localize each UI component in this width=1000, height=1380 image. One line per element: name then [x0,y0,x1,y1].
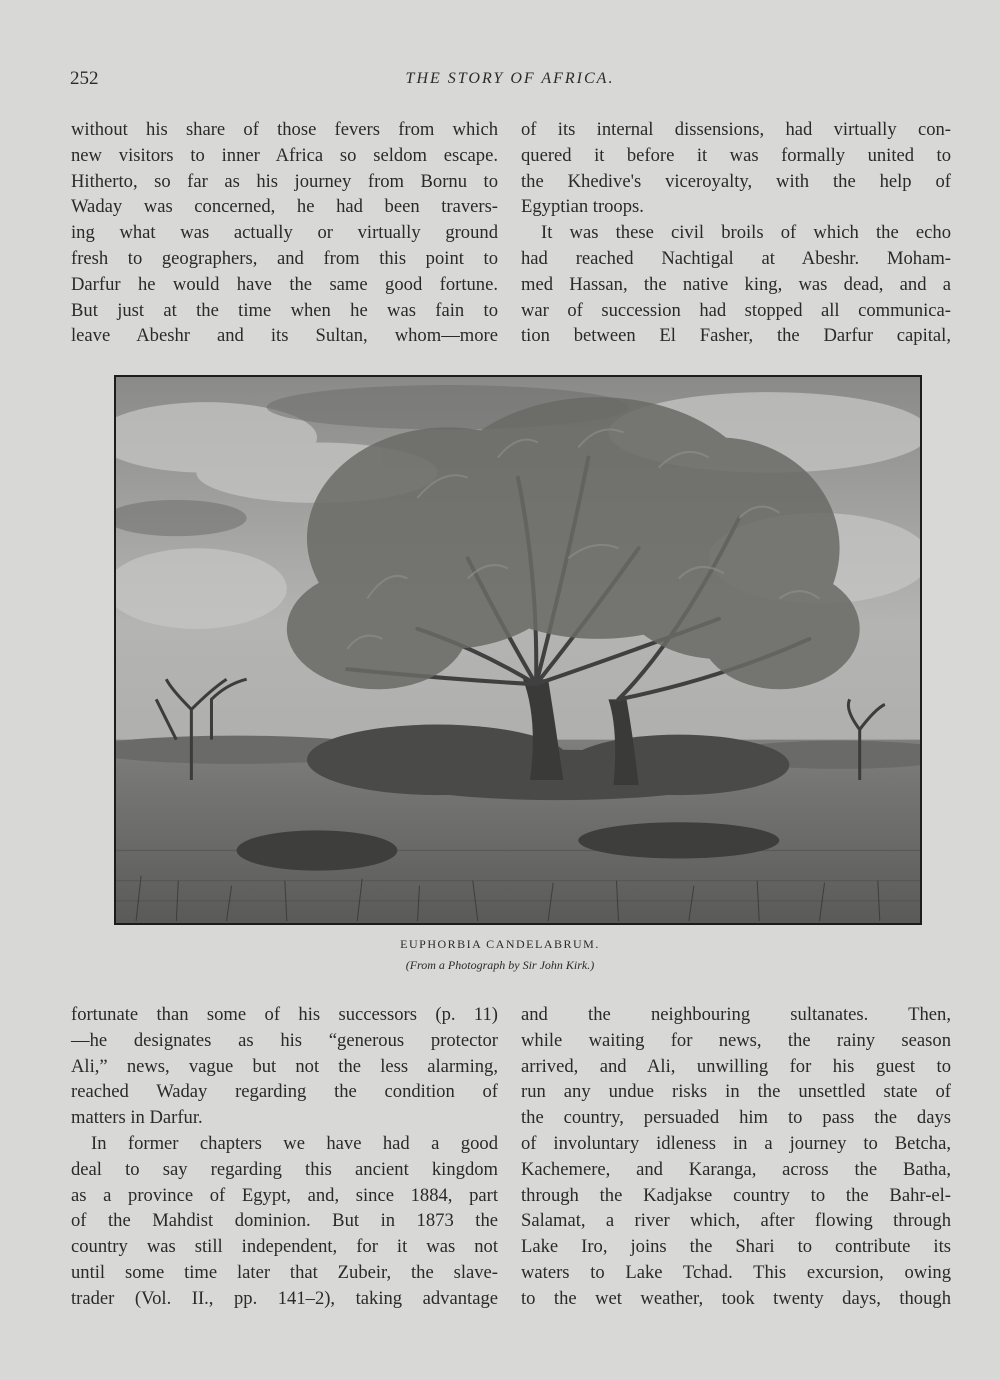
text-line: ing what was actually or virtually ground [71,222,498,244]
column-top-right [521,117,951,349]
text-line: the Khedive's viceroyalty, with the help of [521,170,951,192]
text-line: reached Waday regarding the condition of [71,1081,498,1103]
text-line: to the wet weather, took twenty days, though [521,1287,951,1309]
text-line: Darfur he would have the same good fortune. [71,273,498,295]
text-line: the country, persuaded him to pass the days [521,1107,951,1129]
text-line: waters to Lake Tchad. This excursion, owing [521,1261,951,1283]
text-line: Waday was concerned, he had been travers- [71,196,498,218]
text-line: Lake Iro, joins the Shari to contribute its [521,1236,951,1258]
column-bottom-right [521,1002,951,1312]
text-line: of the Mahdist dominion. But in 1873 the [71,1210,498,1232]
text-line: tion between El Fasher, the Darfur capital, [521,325,951,347]
text-line: of its internal dissensions, had virtually con- [521,119,951,140]
text-line: of involuntary idleness in a journey to Betcha, [521,1132,951,1154]
text-line: run any undue risks in the unsettled state of [521,1081,951,1103]
page-number: 252 [70,68,99,89]
paragraph [521,117,951,220]
text-line: without his share of those fevers from which [71,119,498,140]
text-line: country was still independent, for it was not [71,1236,498,1258]
text-line: Kachemere, and Karanga, across the Batha, [521,1158,951,1180]
text-line: leave Abeshr and its Sultan, whom—more [71,325,498,347]
text-line: through the Kadjakse country to the Bahr-el- [521,1184,951,1206]
text-line: until some time later that Zubeir, the slave- [71,1261,498,1283]
text-line: arrived, and Ali, unwilling for his guest to [521,1055,951,1077]
paragraph [71,117,498,349]
column-top-left [71,117,498,349]
text-line: Egyptian troops. [521,196,644,218]
text-line: had reached Nachtigal at Abeshr. Moham- [521,247,951,269]
text-line: fresh to geographers, and from this point to [71,247,498,269]
engraving-image [116,377,920,923]
text-line: med Hassan, the native king, was dead, and a [521,273,951,295]
column-bottom-left [71,1002,498,1312]
page-header [70,68,950,98]
text-line: trader (Vol. II., pp. 141–2), taking advantage [71,1287,498,1309]
illustration-euphorbia-tree [114,375,922,925]
text-line: fortunate than some of his successors (p. 11) [71,1004,498,1025]
text-line: It was these civil broils of which the echo [541,222,951,244]
text-line: while waiting for news, the rainy season [521,1029,951,1051]
paragraph [521,220,951,349]
text-line: Ali,” news, vague but not the less alarming, [71,1055,498,1077]
text-line: matters in Darfur. [71,1107,203,1129]
text-line: and the neighbouring sultanates. Then, [521,1004,951,1025]
text-line: quered it before it was formally united to [521,144,951,166]
text-line: new visitors to inner Africa so seldom escape. [71,144,498,166]
text-line: as a province of Egypt, and, since 1884, part [71,1184,498,1206]
paragraph [71,1131,498,1312]
text-line: deal to say regarding this ancient kingdom [71,1158,498,1180]
text-line: Salamat, a river which, after flowing through [521,1210,951,1232]
text-line: —he designates as his “generous protector [71,1029,498,1051]
text-line: Hitherto, so far as his journey from Bornu to [71,170,498,192]
running-title: THE STORY OF AFRICA. [405,70,615,87]
text-line: In former chapters we have had a good [91,1132,498,1154]
figure-caption: EUPHORBIA CANDELABRUM. [400,937,600,951]
text-line: But just at the time when he was fain to [71,299,498,321]
paragraph [71,1002,498,1131]
text-line: war of succession had stopped all communica- [521,299,951,321]
paragraph [521,1002,951,1312]
figure-credit: (From a Photograph by Sir John Kirk.) [405,958,595,972]
